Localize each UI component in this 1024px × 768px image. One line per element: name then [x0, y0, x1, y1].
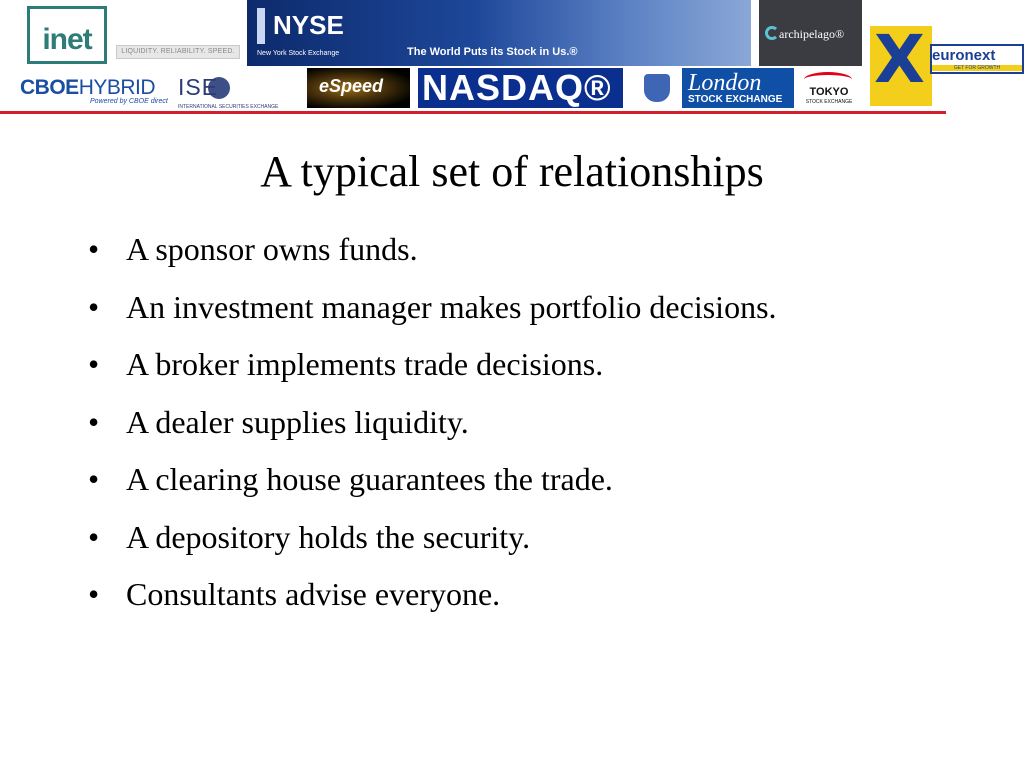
london-subtitle: STOCK EXCHANGE — [688, 94, 783, 105]
bullet-glyph: • — [88, 403, 100, 440]
nyse-slogan: The World Puts its Stock in Us.® — [407, 46, 578, 58]
cboe-logo-text — [20, 76, 155, 100]
london-crest-icon — [632, 68, 682, 108]
bullet-glyph: • — [88, 288, 100, 325]
tokyo-logo-text: TOKYO — [809, 86, 849, 98]
cboe-powered-by: Powered by CBOE direct — [90, 98, 168, 105]
cboe-bold-text: CBOE — [20, 76, 79, 99]
bullet-glyph: • — [88, 576, 100, 612]
nasdaq-logo — [418, 68, 623, 108]
bullet-text: A clearing house guarantees the trade. — [126, 461, 613, 497]
bullet-text: Consultants advise everyone. — [126, 576, 501, 612]
bullet-list — [82, 230, 1012, 633]
nyse-building-icon — [257, 8, 265, 44]
tokyo-subtitle: STOCK EXCHANGE — [805, 99, 853, 105]
ise-logo — [178, 74, 306, 110]
bullet-item — [82, 403, 1012, 441]
bullet-item — [82, 345, 1012, 383]
archipelago-mark-icon — [765, 26, 779, 40]
cboe-hybrid-logo — [20, 76, 170, 110]
euronext-x-icon: X — [874, 26, 925, 98]
ise-subtitle: INTERNATIONAL SECURITIES EXCHANGE — [178, 104, 279, 110]
bullet-text: An investment manager makes portfolio decisions. — [126, 288, 777, 325]
bullet-glyph: • — [88, 231, 100, 267]
bullet-item — [82, 288, 1012, 326]
nyse-logo-text: NYSE — [273, 10, 344, 40]
bullet-item — [82, 230, 1012, 268]
archipelago-logo-text: archipelago® — [779, 27, 845, 41]
bullet-text: A depository holds the security. — [126, 518, 531, 555]
euronext-logo-text: euronext — [932, 47, 996, 64]
bullet-glyph: • — [88, 461, 100, 497]
espeed-logo-text: eSpeed — [319, 76, 384, 96]
bullet-text: A broker implements trade decisions. — [126, 346, 604, 382]
slide-title: A typical set of relationships — [260, 147, 764, 196]
cboe-hybrid-text: HYBRID — [78, 76, 156, 99]
bullet-text: A dealer supplies liquidity. — [126, 403, 469, 440]
bullet-item — [82, 518, 1012, 556]
inet-tagline: LIQUIDITY. RELIABILITY. SPEED. — [116, 45, 240, 59]
nasdaq-logo-text: NASDAQ® — [422, 68, 612, 108]
nyse-subtitle: New York Stock Exchange — [257, 50, 340, 57]
bullet-item — [82, 575, 1012, 613]
archipelago-logo — [759, 0, 862, 66]
ise-logo-text: ISE — [178, 74, 219, 100]
euronext-tagline: GET FOR GROWTH — [932, 65, 1022, 71]
tokyo-swoosh-icon — [804, 72, 852, 87]
bullet-glyph: • — [88, 518, 100, 555]
header-divider — [0, 111, 946, 114]
bullet-item — [82, 460, 1012, 498]
inet-logo — [27, 6, 107, 64]
london-stock-exchange-logo — [632, 68, 794, 108]
inet-logo-text: inet — [42, 23, 92, 56]
london-logo-text: London — [688, 70, 762, 96]
euronext-logo — [870, 26, 1024, 106]
espeed-logo — [307, 68, 410, 108]
bullet-text: A sponsor owns funds. — [126, 231, 418, 267]
bullet-glyph: • — [88, 346, 100, 382]
tokyo-stock-exchange-logo — [798, 68, 860, 108]
nyse-logo — [247, 0, 751, 66]
